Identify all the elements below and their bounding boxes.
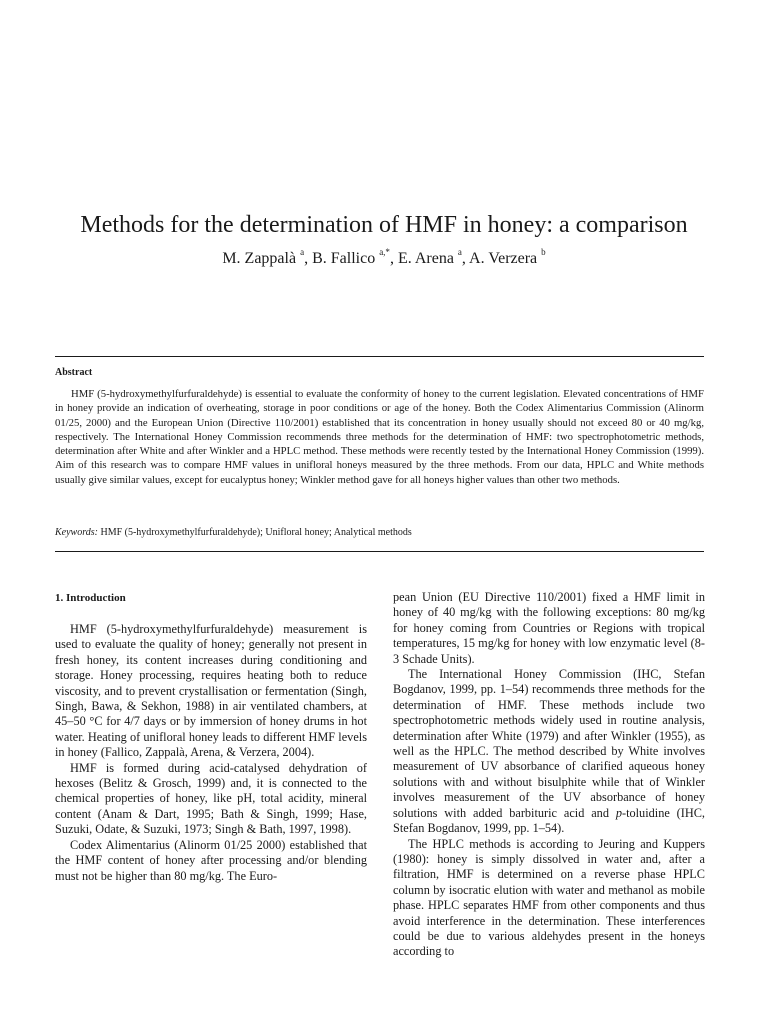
body-paragraph: pean Union (EU Directive 110/2001) fixed a HMF limit in honey of 40 mg/kg with the following exceptions: 80 mg/kg for honey coming from Countries or Regions with tropical temperatures, 15 mg/kg for honey with low enzymatic level (8-3 Schade Units). <box>393 590 705 666</box>
keywords-label: Keywords: <box>55 527 98 538</box>
author-affiliation: b <box>541 247 546 257</box>
body-paragraph: Codex Alimentarius (Alinorm 01/25 2000) established that the HMF content of honey after processing and/or blending must not be higher than 80 mg/kg. The Euro- <box>55 837 367 883</box>
paragraph-text: The International Honey Commission (IHC, Stefan Bogdanov, 1999, pp. 1–54) recommends three methods for the determination of HMF. These methods include two spectrophotometric methods widely used in routine analysis, determination after White (1979) and after Winkler (1955), as well as the HPLC. The method described by White involves measurement of UV absorbance of clarified aqueous honey solutions with and without bisulphite while that of Winkler involves measurement of the UV absorbance of honey solutions with added barbituric acid and <box>393 667 705 820</box>
author-name: M. Zappalà <box>222 250 297 267</box>
author-separator: , <box>461 250 470 267</box>
keywords-line <box>55 526 704 540</box>
paper-title: Methods for the determination of HMF in honey: a comparison <box>80 212 688 238</box>
author-name: E. Arena <box>397 250 454 267</box>
author-name: A. Verzera <box>469 250 538 267</box>
author-affiliation: a,* <box>379 247 390 257</box>
paragraph-text: -toluidine (IHC, Stefan Bogdanov, 1999, pp. 1–54). <box>393 805 706 836</box>
bottom-divider <box>55 551 704 552</box>
left-column <box>55 590 367 884</box>
section-heading: 1. Introduction <box>55 592 126 604</box>
author-affiliation: a <box>457 247 462 257</box>
author-separator: , <box>304 250 313 267</box>
body-paragraph: The HPLC methods is according to Jeuring and Kuppers (1980): honey is simply dissolved in water and, after a filtration, HMF is determined on a reverse phase HPLC column by isocratic elution with water and methanol as mobile phase. HPLC separates HMF from other components and thus avoid interference in the determination. These interferences could be due to various aldehydes present in the honeys according to <box>393 836 705 959</box>
italic-text: p <box>615 805 622 820</box>
author-name: B. Fallico <box>312 250 376 267</box>
author-list <box>0 248 768 270</box>
abstract-heading: Abstract <box>55 367 93 378</box>
top-divider <box>55 356 704 357</box>
body-paragraph: HMF (5-hydroxymethylfurfuraldehyde) measurement is used to evaluate the quality of honey; generally not present in fresh honey, its content increases during conditioning and storage. Honey processing, requires heating both to reduce viscosity, and to prevent crystallisation or fermentation (Singh, Singh, Bawa, & Sekhon, 1988) in air ventilated chambers, at 45–50 °C for 4/7 days or by immersion of honey drums in hot water. Heating of unifloral honey leads to different HMF levels in honey (Fallico, Zappalà, Arena, & Verzera, 2004). <box>55 622 367 760</box>
body-paragraph: HMF is formed during acid-catalysed dehydration of hexoses (Belitz & Grosch, 1999) and, it is connected to the chemical properties of honey, like pH, total acidity, mineral content (Anam & Dart, 1995; Bath & Singh, 1999; Hase, Suzuki, Odate, & Suzuki, 1973; Singh & Bath, 1997, 1998). <box>55 760 367 837</box>
abstract-text: HMF (5-hydroxymethylfurfuraldehyde) is essential to evaluate the conformity of honey to the current legislation. Elevated concentrations of HMF in honey provide an indication of overheating, storage in poor conditions or age of the honey. Both the Codex Alimentarius Commission (Alinorm 01/25, 2000) and the European Union (Directive 110/2001) established that its concentration in honey usually should not exceed 80 or 40 mg/kg, respectively. The International Honey Commission recommends three methods for the determination of HMF: two spectrophotometric methods, determination after White and after Winkler and a HPLC method. These methods were recently tested by the International Honey Commission (1999). Aim of this research was to compare HMF values in unifloral honeys measured by the three methods. From our data, HPLC and White methods usually give similar values, except for eucalyptus honey; Winkler method gave for all honeys higher values than other two methods. <box>55 388 704 486</box>
right-column <box>393 590 705 960</box>
body-paragraph <box>393 667 705 836</box>
keywords-text: HMF (5-hydroxymethylfurfuraldehyde); Unifloral honey; Analytical methods <box>97 527 412 538</box>
author-separator: , <box>389 250 398 267</box>
author-affiliation: a <box>300 247 305 257</box>
